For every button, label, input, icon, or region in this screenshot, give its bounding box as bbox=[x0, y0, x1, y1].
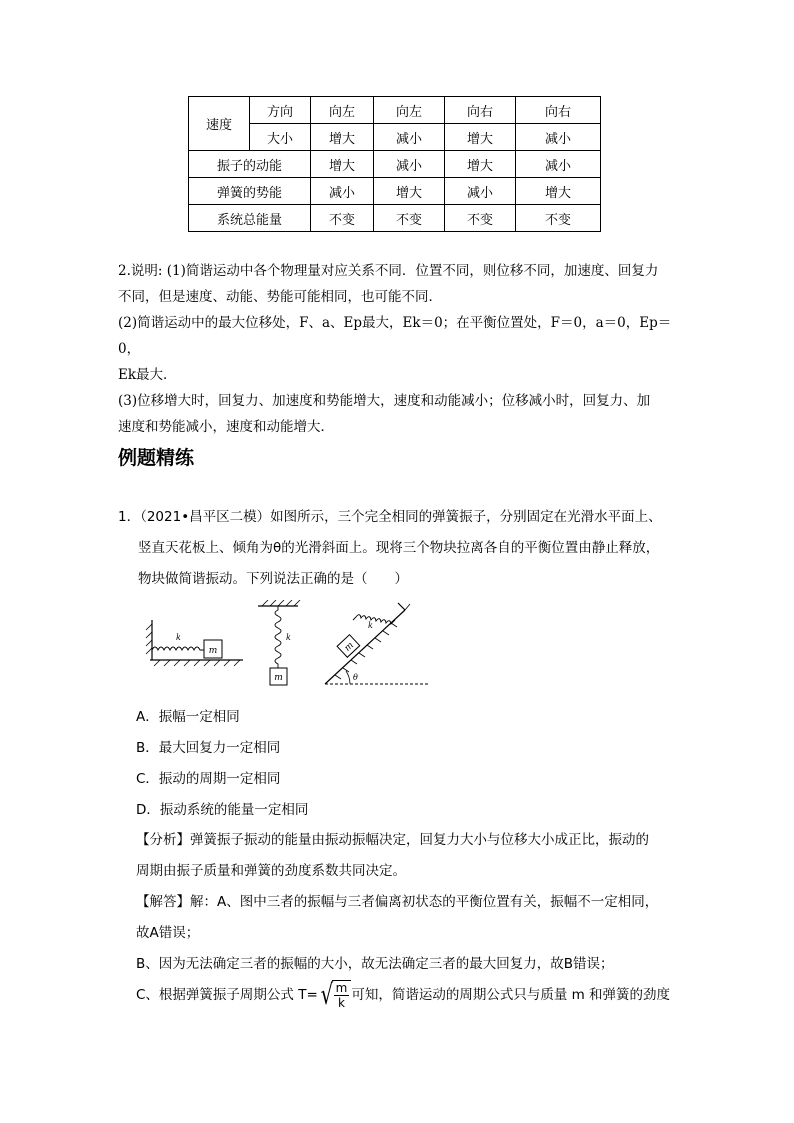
notes-line: (3)位移增大时，回复力、加速度和势能增大，速度和动能减小；位移减小时，回复力、加 bbox=[118, 393, 651, 409]
table-cell: 减小 bbox=[516, 151, 601, 178]
vertical-oscillator bbox=[258, 600, 300, 685]
table-row bbox=[189, 124, 601, 151]
table-cell: 振子的动能 bbox=[189, 151, 311, 178]
table-cell: 不变 bbox=[445, 205, 516, 232]
table-cell: 向左 bbox=[374, 97, 445, 124]
table-cell: 增大 bbox=[374, 178, 445, 205]
table-cell: 向右 bbox=[445, 97, 516, 124]
table-cell: 方向 bbox=[250, 97, 311, 124]
table-cell: 不变 bbox=[311, 205, 374, 232]
option-a: A．振幅一定相同 bbox=[136, 709, 240, 725]
table-row bbox=[189, 205, 601, 232]
option-d: D．振动系统的能量一定相同 bbox=[136, 802, 309, 818]
notes-block bbox=[118, 258, 678, 440]
table-cell: 弹簧的势能 bbox=[189, 178, 311, 205]
answer-line bbox=[136, 980, 686, 1011]
table-cell: 系统总能量 bbox=[189, 205, 311, 232]
table-cell: 减小 bbox=[445, 178, 516, 205]
mass-label: m bbox=[274, 673, 283, 683]
period-formula bbox=[318, 980, 352, 1010]
fraction-denominator: k bbox=[338, 996, 345, 1010]
table-cell: 速度 bbox=[189, 97, 250, 151]
mass-label: m bbox=[342, 640, 356, 654]
question-stem bbox=[118, 502, 686, 595]
spring-constant-label: k bbox=[176, 633, 181, 642]
formula-suffix: 可知，简谐运动的周期公式只与质量 m 和弹簧的劲度 bbox=[351, 987, 671, 1003]
sqrt-icon: √ bbox=[320, 978, 333, 1011]
solution-block bbox=[136, 825, 686, 1011]
table-cell: 增大 bbox=[311, 124, 374, 151]
analysis-line: 周期由振子质量和弹簧的劲度系数共同决定。 bbox=[136, 863, 406, 879]
notes-line: (2)简谐运动中的最大位移处，F、a、Ep最大，Ek＝0；在平衡位置处，F＝0，a＝0，Ep＝0， bbox=[118, 315, 672, 357]
mass-label: m bbox=[208, 646, 218, 656]
question-line: 1．（2021•昌平区二模）如图所示，三个完全相同的弹簧振子，分别固定在光滑水平面上、 bbox=[118, 509, 662, 525]
fraction-numerator: m bbox=[335, 981, 348, 995]
answer-line: 【解答】解：A、图中三者的振幅与三者偏离初状态的平衡位置有关，振幅不一定相同， bbox=[136, 894, 659, 910]
table-cell: 减小 bbox=[374, 151, 445, 178]
option-c: C．振动的周期一定相同 bbox=[136, 771, 281, 787]
table-cell: 向左 bbox=[311, 97, 374, 124]
incline-oscillator bbox=[325, 603, 430, 684]
table-row bbox=[189, 97, 601, 124]
table-cell: 增大 bbox=[445, 124, 516, 151]
table-row bbox=[189, 151, 601, 178]
table-cell: 减小 bbox=[374, 124, 445, 151]
table-cell: 大小 bbox=[250, 124, 311, 151]
table-cell: 增大 bbox=[445, 151, 516, 178]
analysis-line: 【分析】弹簧振子振动的能量由振动振幅决定，回复力大小与位移大小成正比，振动的 bbox=[136, 832, 649, 848]
notes-line: 不同，但是速度、动能、势能可能相同，也可能不同． bbox=[118, 289, 442, 305]
notes-line: Ek最大． bbox=[118, 367, 177, 383]
table-cell: 增大 bbox=[516, 178, 601, 205]
table-cell: 不变 bbox=[374, 205, 445, 232]
answer-line: B、因为无法确定三者的振幅的大小，故无法确定三者的最大回复力，故B错误； bbox=[136, 956, 614, 972]
section-title: 例题精练 bbox=[118, 447, 195, 469]
spring-constant-label: k bbox=[368, 621, 373, 630]
option-b: B．最大回复力一定相同 bbox=[136, 740, 281, 756]
spring-oscillator-figure bbox=[140, 600, 440, 690]
table-cell: 向右 bbox=[516, 97, 601, 124]
question-line: 竖直天花板上、倾角为θ的光滑斜面上。现将三个物块拉离各自的平衡位置由静止释放， bbox=[138, 540, 660, 556]
table-cell: 减小 bbox=[311, 178, 374, 205]
table-cell: 减小 bbox=[516, 124, 601, 151]
formula-prefix: C、根据弹簧振子周期公式 T= bbox=[136, 987, 318, 1003]
answer-line: 故A错误； bbox=[136, 925, 200, 941]
table-row bbox=[189, 178, 601, 205]
notes-line: 速度和势能减小，速度和动能增大． bbox=[118, 419, 334, 435]
question-line: 物块做简谐振动。下列说法正确的是（ ） bbox=[138, 571, 408, 587]
angle-label: θ bbox=[353, 673, 358, 682]
table-cell: 增大 bbox=[311, 151, 374, 178]
relation-table bbox=[188, 96, 601, 232]
spring-constant-label: k bbox=[286, 633, 291, 642]
horizontal-oscillator bbox=[146, 620, 243, 666]
table-cell: 不变 bbox=[516, 205, 601, 232]
notes-line: 2.说明: (1)简谐运动中各个物理量对应关系不同．位置不同，则位移不同，加速度、回复力 bbox=[118, 263, 659, 279]
